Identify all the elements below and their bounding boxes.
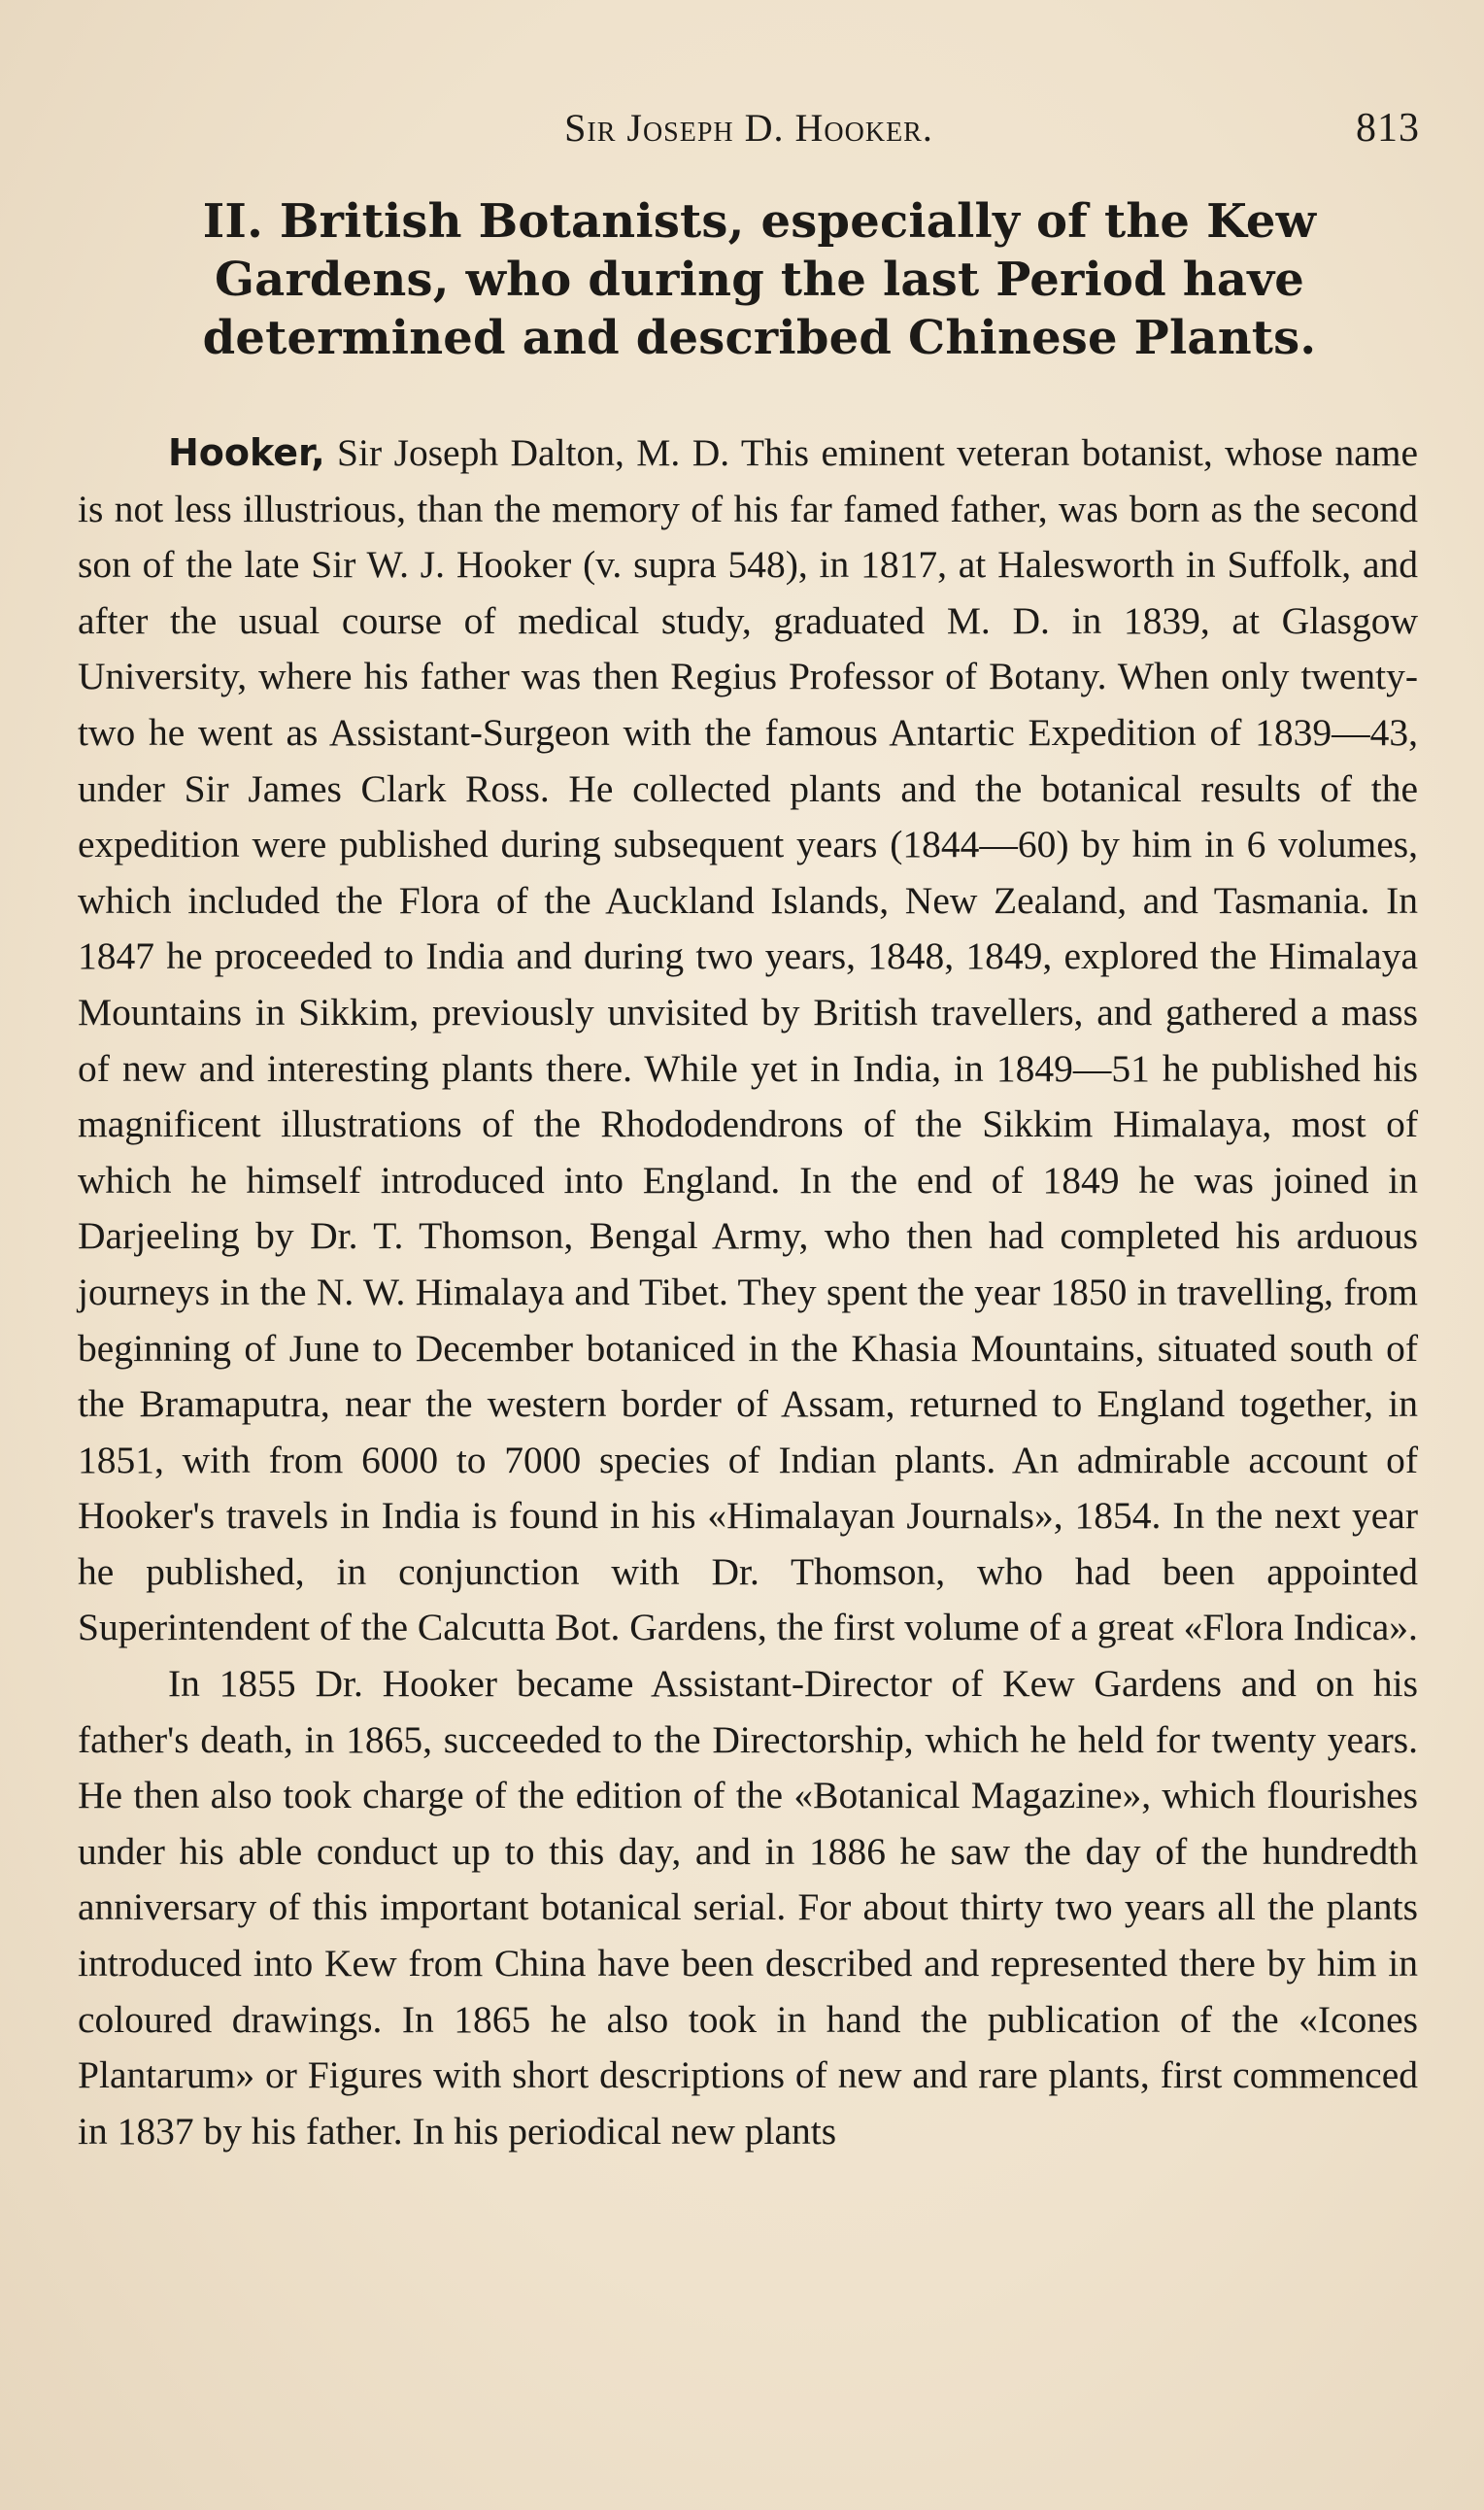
- paragraph-text: Sir Joseph Dalton, M. D. This eminent veteran botanist, whose name is not less illustrious, than the memory of his far famed father, was born as the second son of the late Sir W. J. Hooker (v. supra 548), in 1817, at Halesworth in Suffolk, and after the usual course of medical study, graduated M. D. in 1839, at Glasgow University, where his father was then Regius Professor of Botany. When only twenty-two he went as Assistant-Surgeon with the famous Antartic Expedition of 1839—43, under Sir James Clark Ross. He collected plants and the botanical results of the expedition were published during subsequent years (1844—60) by him in 6 volumes, which included the Flora of the Auckland Islands, New Zealand, and Tasmania. In 1847 he proceeded to India and during two years, 1848, 1849, explored the Himalaya Mountains in Sikkim, previously unvisited by British travellers, and gathered a mass of new and interesting plants there. While yet in India, in 1849—51 he published his magnificent illustrations of the Rhododendrons of the Sikkim Himalaya, most of which he himself introduced into England. In the end of 1849 he was joined in Darjeeling by Dr. T. Thomson, Bengal Army, who then had completed his arduous journeys in the N. W. Himalaya and Tibet. They spent the year 1850 in travelling, from beginning of June to December botaniced in the Khasia Mountains, situated south of the Bramaputra, near the western border of Assam, returned to England together, in 1851, with from 6000 to 7000 species of Indian plants. An admirable account of Hooker's travels in India is found in his «Himalayan Journals», 1854. In the next year he published, in conjunction with Dr. Thomson, who had been appointed Superintendent of the Calcutta Bot. Gardens, the first volume of a great «Flora Indica».: [78, 431, 1418, 1649]
- running-title: Sir Joseph D. Hooker.: [564, 106, 933, 150]
- entry-name: Hooker,: [168, 431, 325, 474]
- running-head: [78, 105, 1420, 159]
- paragraph-hooker-biography: [78, 425, 1418, 1656]
- paragraph-kew-directorship: [78, 1656, 1418, 2159]
- section-heading: II. British Botanists, especially of the Kew Gardens, who during the last Period have determined and described Chinese Plants.: [202, 194, 1317, 365]
- body-text: [78, 425, 1418, 2159]
- page-number: 813: [1356, 106, 1420, 151]
- paragraph-text: In 1855 Dr. Hooker became Assistant-Director of Kew Gardens and on his father's death, in 1865, succeeded to the Directorship, which he held for twenty years. He then also took charge of the edition of the «Botanical Magazine», which flourishes under his able conduct up to this day, and in 1886 he saw the day of the hundredth anniversary of this important botanical serial. For about thirty two years all the plants introduced into Kew from China have been described and represented there by him in coloured drawings. In 1865 he also took in hand the publication of the «Icones Plantarum» or Figures with short descriptions of new and rare plants, first commenced in 1837 by his father. In his periodical new plants: [78, 1662, 1418, 2153]
